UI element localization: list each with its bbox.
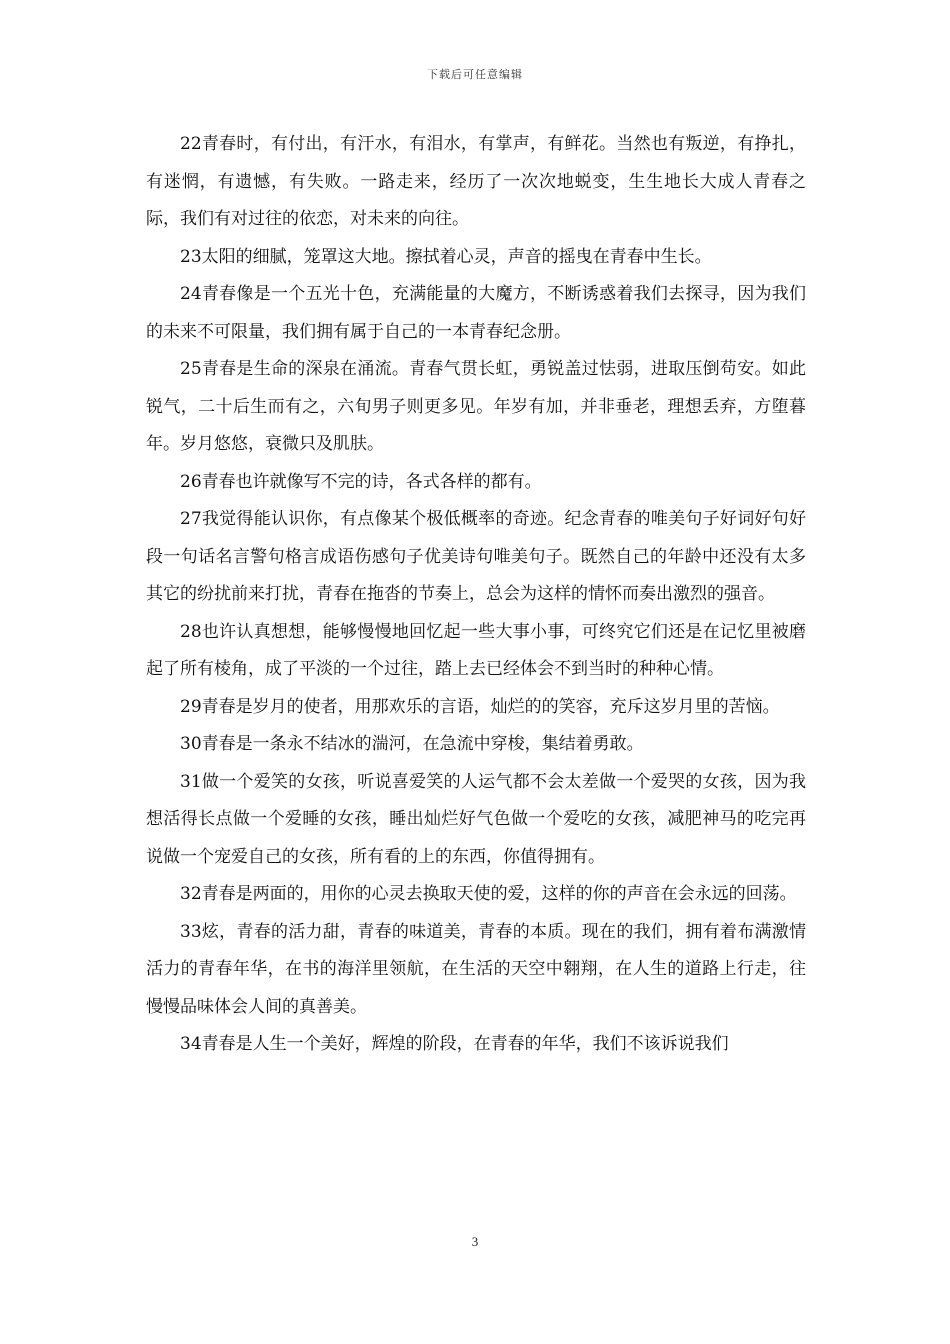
- paragraph-29: 29青春是岁月的使者，用那欢乐的言语，灿烂的的笑容，充斥这岁月里的苦恼。: [180, 696, 780, 717]
- paragraph-26: 26青春也许就像写不完的诗，各式各样的都有。: [180, 471, 542, 492]
- paragraph-33: 33炫，青春的活力甜，青春的味道美，青春的本质。现在的我们，拥有着布满激情活力的青春年华，在书的海洋里领航，在生活的天空中翱翔，在人生的道路上行走，往慢慢品味体会人间的真善美。: [146, 921, 806, 1017]
- paragraph-32: 32青春是两面的，用你的心灵去换取天使的爱，这样的你的声音在会永远的回荡。: [180, 884, 797, 904]
- page-header: 下载后可任意编辑: [427, 68, 523, 81]
- paragraph-31: 31做一个爱笑的女孩，听说喜爱笑的人运气都不会太差做一个爱哭的女孩，因为我想活得长点做一个爱睡的女孩，睡出灿烂好气色做一个爱吃的女孩，减肥神马的吃完再说做一个宠爱自己的女孩，所有看的上的东西，你值得拥有。: [146, 771, 806, 867]
- paragraph-22: 22青春时，有付出，有汗水，有泪水，有掌声，有鲜花。当然也有叛逆，有挣扎，有迷惘，有遗憾，有失败。一路走来，经历了一次次地蜕变，生生地长大成人青春之际，我们有对过往的依恋，对未来的向往。: [146, 134, 806, 229]
- paragraph-34: 34青春是人生一个美好，辉煌的阶段，在青春的年华，我们不该诉说我们: [180, 1034, 729, 1054]
- paragraph-30: 30青春是一条永不结冰的湍河，在急流中穿梭，集结着勇敢。: [180, 734, 644, 754]
- page-number: 3: [471, 1234, 479, 1249]
- document-body: [146, 126, 806, 1064]
- paragraph-25: 25青春是生命的深泉在涌流。青春气贯长虹，勇锐盖过怯弱，进取压倒苟安。如此锐气，二十后生而有之，六旬男子则更多见。年岁有加，并非垂老，理想丢弃，方堕暮年。岁月悠悠，衰微只及肌肤。: [146, 359, 806, 454]
- paragraph-23: 23太阳的细腻，笼罩这大地。擦拭着心灵，声音的摇曳在青春中生长。: [180, 246, 712, 267]
- paragraph-27: 27我觉得能认识你，有点像某个极低概率的奇迹。纪念青春的唯美句子好词好句好段一句话名言警句格言成语伤感句子优美诗句唯美句子。既然自己的年龄中还没有太多其它的纷扰前来打扰，青春在拖沓的节奏上，总会为这样的情怀而奏出激烈的强音。: [146, 509, 806, 604]
- paragraph-28: 28也许认真想想，能够慢慢地回忆起一些大事小事，可终究它们还是在记忆里被磨起了所有棱角，成了平淡的一个过往，踏上去已经体会不到当时的种种心情。: [146, 621, 806, 679]
- paragraph-24: 24青春像是一个五光十色，充满能量的大魔方，不断诱惑着我们去探寻，因为我们的未来不可限量，我们拥有属于自己的一本青春纪念册。: [146, 284, 806, 342]
